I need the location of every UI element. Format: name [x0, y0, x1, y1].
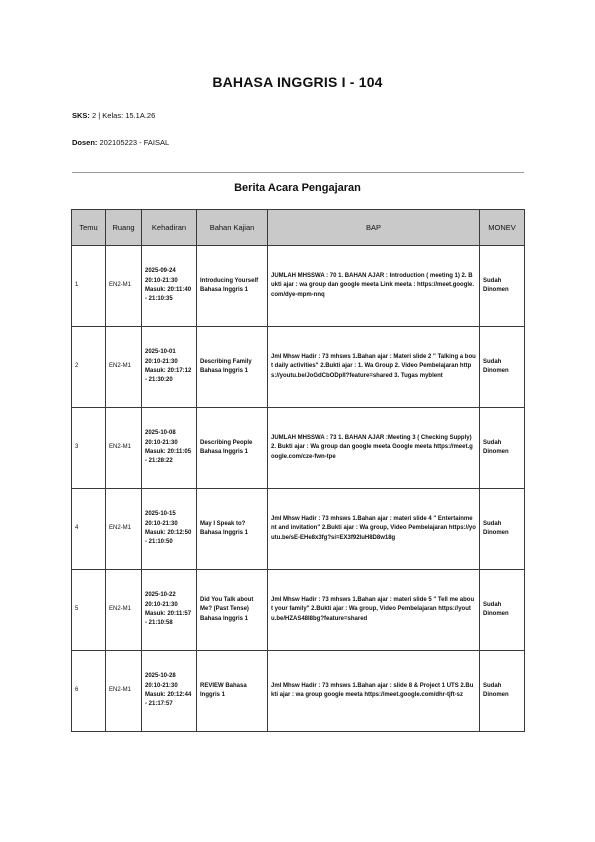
- cell-kehadiran: 2025-10-22 20:10-21:30 Masuk: 20:11:57 - 21:10:58: [142, 570, 197, 651]
- cell-kehadiran: 2025-10-28 20:10-21:30 Masuk: 20:12:44 - 21:17:57: [142, 651, 197, 732]
- table-header-row: [72, 210, 525, 246]
- cell-bahan-kajian: Introducing Yourself Bahasa Inggris 1: [197, 246, 268, 327]
- course-info: [72, 111, 155, 120]
- cell-kehadiran: 2025-10-08 20:10-21:30 Masuk: 20:11:05 - 21:28:22: [142, 408, 197, 489]
- cell-bap: JUMLAH MHSSWA : 70 1. BAHAN AJAR : Introduction ( meeting 1) 2. Bukti ajar : wa group dan google meeta Link meeta : https://meet.google.com/dye-mpm-nnq: [268, 246, 480, 327]
- cell-temu: 4: [72, 489, 106, 570]
- column-header-bahan-kajian: Bahan Kajian: [197, 210, 268, 246]
- cell-bap: Jml Mhsw Hadir : 73 mhsws 1.Bahan ajar : materi slide 4 " Entertainment and invitation" 2.Bukti ajar : Wa group, Video Pembelajaran https://youtu.be/sE-EHe8x3fg?si=EX3f92IuH8D8w18g: [268, 489, 480, 570]
- cell-bahan-kajian: Did You Talk about Me? (Past Tense) Bahasa Inggris 1: [197, 570, 268, 651]
- cell-bahan-kajian: May I Speak to? Bahasa Inggris 1: [197, 489, 268, 570]
- cell-ruang: EN2-M1: [106, 408, 142, 489]
- cell-monev: Sudah Dinomen: [480, 327, 525, 408]
- cell-kehadiran: 2025-10-01 20:10-21:30 Masuk: 20:17:12 - 21:30:20: [142, 327, 197, 408]
- lecturer-info: [72, 138, 169, 147]
- column-header-bap: BAP: [268, 210, 480, 246]
- cell-ruang: EN2-M1: [106, 327, 142, 408]
- cell-bap: Jml Mhsw Hadir : 73 mhsws 1.Bahan ajar : slide 8 & Project 1 UTS 2.Bukti ajar : wa group google meeta https://meet.google.com/dhr-tjft-sz: [268, 651, 480, 732]
- cell-monev: Sudah Dinomen: [480, 651, 525, 732]
- divider: [72, 172, 524, 173]
- table-row: [72, 408, 525, 489]
- table-row: [72, 651, 525, 732]
- cell-bap: JUMLAH MHSSWA : 73 1. BAHAN AJAR :Meeting 3 ( Checking Supply) 2. Bukti ajar : Wa group dan google meeta Google meeta https://meet.google.com/cze-fwn-tpe: [268, 408, 480, 489]
- cell-monev: Sudah Dinomen: [480, 408, 525, 489]
- dosen-label: Dosen:: [72, 138, 98, 147]
- table-row: [72, 246, 525, 327]
- table-row: [72, 327, 525, 408]
- cell-temu: 2: [72, 327, 106, 408]
- cell-kehadiran: 2025-10-15 20:10-21:30 Masuk: 20:12:50 - 21:10:50: [142, 489, 197, 570]
- table-row: [72, 489, 525, 570]
- cell-temu: 5: [72, 570, 106, 651]
- cell-bahan-kajian: Describing People Bahasa Inggris 1: [197, 408, 268, 489]
- cell-monev: Sudah Dinomen: [480, 246, 525, 327]
- sks-label: SKS:: [72, 111, 90, 120]
- cell-monev: Sudah Dinomen: [480, 489, 525, 570]
- column-header-kehadiran: Kehadiran: [142, 210, 197, 246]
- cell-temu: 6: [72, 651, 106, 732]
- column-header-ruang: Ruang: [106, 210, 142, 246]
- cell-monev: Sudah Dinomen: [480, 570, 525, 651]
- cell-bap: Jml Mhsw Hadir : 73 mhsws 1.Bahan ajar : materi slide 5 " Tell me about your family" 2.Bukti ajar : Wa group, Video Pembelajaran https://youtu.be/HZAS48I8bg?feature=shared: [268, 570, 480, 651]
- column-header-monev: MONEV: [480, 210, 525, 246]
- table-row: [72, 570, 525, 651]
- cell-kehadiran: 2025-09-24 20:10-21:30 Masuk: 20:11:40 - 21:10:35: [142, 246, 197, 327]
- course-title: BAHASA INGGRIS I - 104: [212, 74, 383, 90]
- bap-table: [71, 209, 525, 732]
- cell-ruang: EN2-M1: [106, 651, 142, 732]
- cell-bahan-kajian: Describing Family Bahasa Inggris 1: [197, 327, 268, 408]
- cell-ruang: EN2-M1: [106, 246, 142, 327]
- dosen-value: 202105223 - FAISAL: [99, 138, 170, 147]
- section-title: Berita Acara Pengajaran: [234, 182, 361, 194]
- cell-bahan-kajian: REVIEW Bahasa Inggris 1: [197, 651, 268, 732]
- cell-ruang: EN2-M1: [106, 570, 142, 651]
- sks-value: 2 | Kelas: 15.1A.26: [92, 111, 156, 120]
- cell-temu: 3: [72, 408, 106, 489]
- cell-temu: 1: [72, 246, 106, 327]
- column-header-temu: Temu: [72, 210, 106, 246]
- cell-bap: Jml Mhsw Hadir : 73 mhsws 1.Bahan ajar : Materi slide 2 " Talking a bout daily activities" 2.Bukti ajar : 1. Wa Group 2. Video Pembelajaran https://youtu.be/JoGdCbODpII?feature=shared 3. Tugas myblent: [268, 327, 480, 408]
- cell-ruang: EN2-M1: [106, 489, 142, 570]
